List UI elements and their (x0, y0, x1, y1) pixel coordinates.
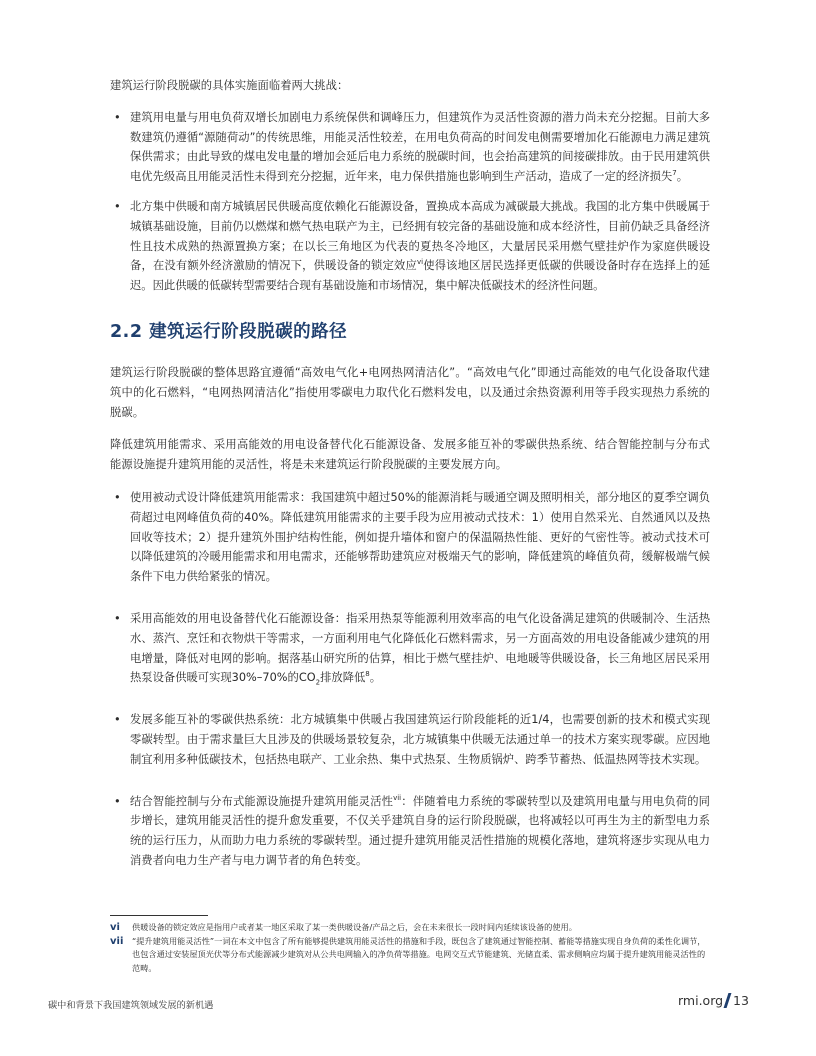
bullet-icon: • (114, 713, 121, 727)
footnote-ref: vi (416, 258, 424, 267)
list-item (110, 108, 710, 187)
subscript: 2 (315, 678, 321, 687)
list-item-tail: 。 (369, 671, 382, 685)
footnote-divider (110, 915, 208, 916)
footer-title: 碳中和背景下我国建筑领域发展的新机遇 (48, 1000, 214, 1011)
list-item-text: 发展多能互补的零碳供热系统：北方城镇集中供暖占我国建筑运行阶段能耗的近1/4，也需要创新的技术和模式实现零碳转型。由于需求量巨大且涉及的供暖场景较复杂，北方城镇集中供暖无法通过单一的技术方案实现零碳。应因地制宜利用多种低碳技术，包括热电联产、工业余热、集中式热泵、生物质锅炉、跨季节蓄热、低温热网等技术实现。 (130, 713, 710, 766)
footnote (110, 935, 710, 976)
list-item-text: 采用高能效的用电设备替代化石能源设备：指采用热泵等能源利用效率高的电气化设备满足建筑的供暖制冷、生活热水、蒸汽、烹饪和衣物烘干等需求，一方面利用电气化降低化石燃料需求，另一方面高效的用电设备能减少建筑的用电增量，降低对电网的影响。据落基山研究所的估算，相比于燃气壁挂炉、电地暖等供暖设备，长三角地区居民采用热泵设备供暖可实现30%–70%的CO (130, 611, 710, 685)
section-heading: 2.2 建筑运行阶段脱碳的路径 (110, 321, 348, 342)
main-content (110, 76, 710, 893)
bullet-icon: • (114, 110, 121, 124)
footer-page-info (678, 993, 749, 1008)
list-item (110, 792, 710, 871)
list-item (110, 488, 710, 587)
footnotes (110, 915, 710, 975)
footnote (110, 921, 710, 935)
body-paragraph: 降低建筑用能需求、采用高能效的用电设备替代化石能源设备、发展多能互补的零碳供热系统、结合智能控制与分布式能源设施提升建筑用能的灵活性，将是未来建筑运行阶段脱碳的主要发展方向。 (110, 438, 710, 472)
page-number: 13 (733, 993, 749, 1008)
list-item-tail: ：伴随着电力系统的零碳转型以及建筑用电量与用电负荷的同步增长，建筑用能灵活性的提升愈发重要，不仅关乎建筑自身的运行阶段脱碳，也将减轻以可再生为主的新型电力系统的运行压力，从而助力电力系统的零碳转型。通过提升建筑用能灵活性措施的规模化落地，建筑将逐步实现从电力消费者向电力生产者与电力调节者的角色转变。 (130, 794, 710, 867)
list-item-text: 排放降低 (320, 671, 366, 685)
footnote-ref: vii (393, 793, 402, 802)
footnote-number: vi (110, 922, 120, 933)
list-item-tail: 使得该地区居民选择更低碳的供暖设备时存在选择上的延迟。因此供暖的低碳转型需要结合现有基础设施和市场情况，集中解决低碳技术的经济性问题。 (130, 259, 710, 293)
intro-text: 建筑运行阶段脱碳的具体实施面临着两大挑战： (110, 79, 349, 92)
list-item-tail: 。 (676, 170, 689, 184)
footnote-ref: 7 (672, 169, 677, 178)
list-item-text: 结合智能控制与分布式能源设施提升建筑用能灵活性 (130, 794, 394, 808)
list-item (110, 710, 710, 769)
bullet-icon: • (114, 199, 121, 213)
bullet-icon: • (114, 794, 121, 808)
list-item-text: 北方集中供暖和南方城镇居民供暖高度依赖化石能源设备，置换成本高成为减碳最大挑战。我国的北方集中供暖属于城镇基础设施，目前仍以燃煤和燃气热电联产为主，已经拥有较完备的基础设施和成本经济性，目前仍缺乏具备经济性且技术成熟的热源置换方案；在以长三角地区为代表的夏热冬冷地区，大量居民采用燃气壁挂炉作为家庭供暖设备，在没有额外经济激励的情况下，供暖设备的锁定效应 (130, 199, 710, 273)
pathways-list (110, 488, 710, 871)
list-item (110, 609, 710, 688)
bullet-icon: • (114, 490, 121, 504)
footer-site-link[interactable]: rmi.org (678, 993, 724, 1008)
footnote-text: 供暖设备的锁定效应是指用户或者某一地区采取了某一类供暖设备/产品之后，会在未来很长一段时间内延续该设备的使用。 (132, 922, 577, 932)
challenges-list (110, 108, 710, 296)
footnote-number: vii (110, 935, 124, 947)
footnote-ref: 8 (365, 670, 370, 679)
list-item-text: 使用被动式设计降低建筑用能需求：我国建筑中超过50%的能源消耗与暖通空调及照明相关，部分地区的夏季空调负荷超过电网峰值负荷的40%。降低建筑用能需求的主要手段为应用被动式技术：1）使用自然采光、自然通风以及热回收等技术；2）提升建筑外围护结构性能，例如提升墙体和窗户的保温隔热性能、更好的气密性等。被动式技术可以降低建筑的冷暖用能需求和用电需求，还能够帮助建筑应对极端天气的影响，降低建筑的峰值负荷，缓解极端气候条件下电力供给紧张的情况。 (130, 490, 710, 584)
slash-divider-icon (724, 993, 732, 1008)
footnote-text: “提升建筑用能灵活性”一词在本文中包含了所有能够提供建筑用能灵活性的措施和手段，既包含了建筑通过智能控制、蓄能等措施实现自身负荷的柔性化调节，也包含通过安装屋顶光伏等分布式能源减少建筑对从公共电网输入的净负荷等措施。电网交互式节能建筑、光储直柔、需求侧响应均属于提升建筑用能灵活性的范畴。 (132, 935, 706, 973)
list-item (110, 197, 710, 296)
list-item-text: 建筑用电量与用电负荷双增长加剧电力系统保供和调峰压力，但建筑作为灵活性资源的潜力尚未充分挖掘。目前大多数建筑仍遵循“源随荷动”的传统思维，用能灵活性较差，在用电负荷高的时间发电侧需要增加化石能源电力满足建筑保供需求；由此导致的煤电发电量的增加会延后电力系统的脱碳时间，也会抬高建筑的间接碳排放。由于民用建筑供电优先级高且用能灵活性未得到充分挖掘，近年来，电力保供措施也影响到生产活动，造成了一定的经济损失 (130, 110, 710, 184)
body-paragraph: 建筑运行阶段脱碳的整体思路宜遵循“高效电气化+电网热网清洁化”。“高效电气化”即通过高能效的电气化设备取代建筑中的化石燃料，“电网热网清洁化”指使用零碳电力取代化石燃料发电，以及通过余热资源利用等手段实现热力系统的脱碳。 (110, 365, 710, 419)
bullet-icon: • (114, 611, 121, 625)
